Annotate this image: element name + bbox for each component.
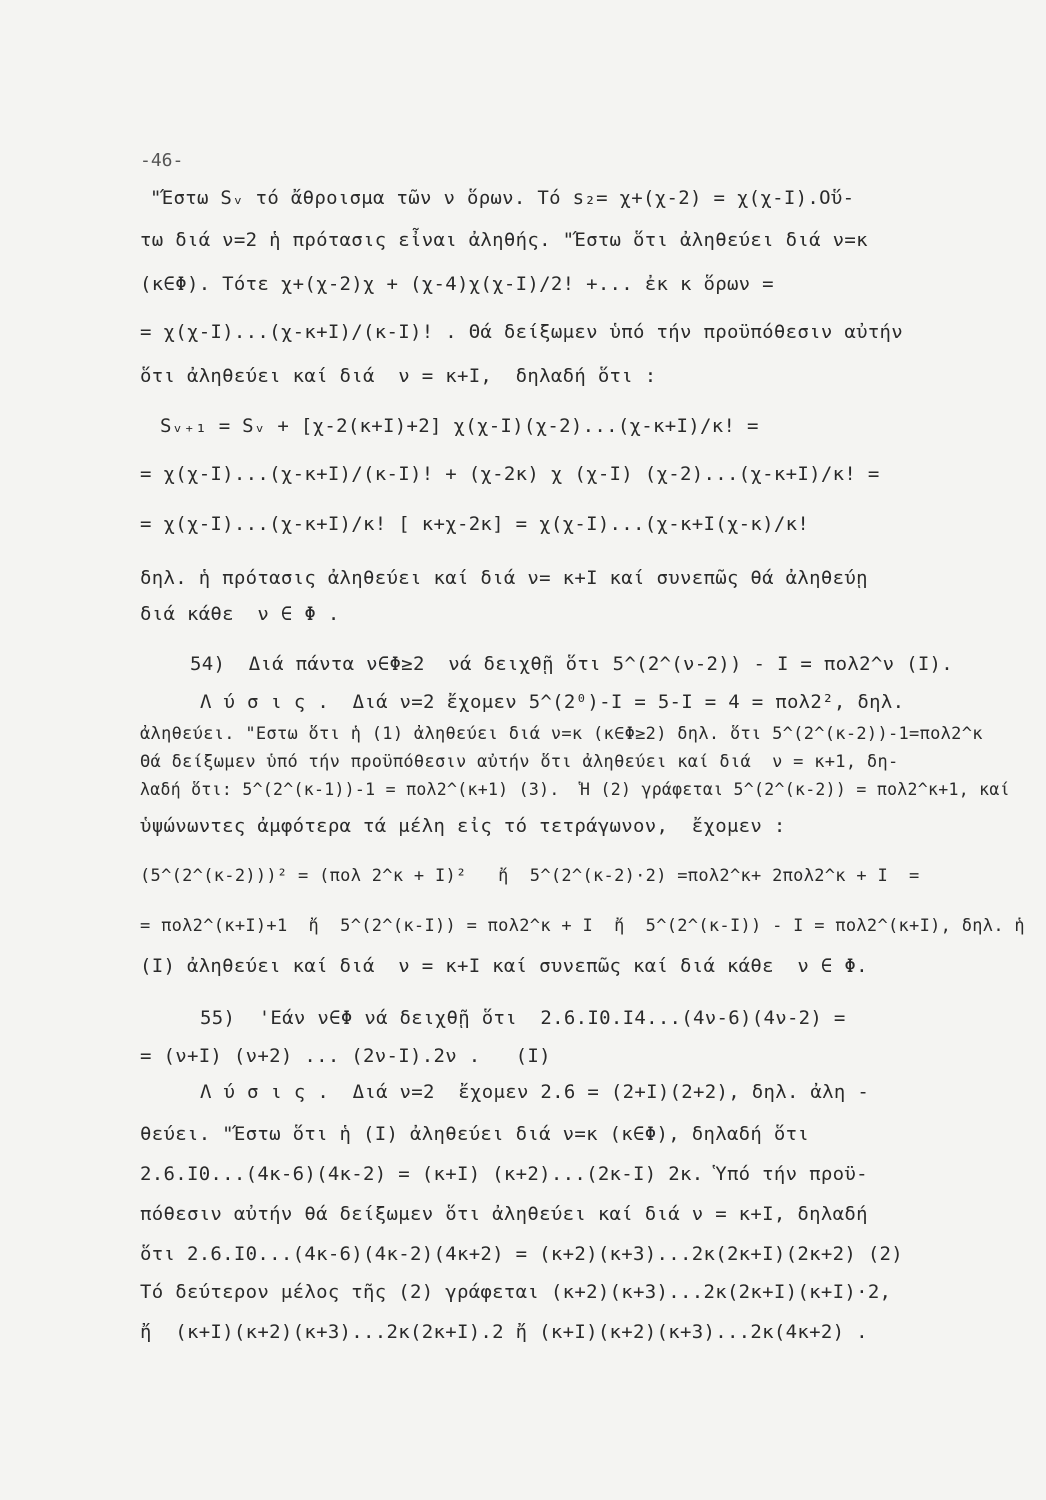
problem-55-heading: 55) 'Εάν ν∈Φ νά δειχθῇ ὅτι 2.6.Ι0.Ι4...(4ν-6)(4ν-2) = [200, 1007, 846, 1029]
solution-heading: Λ ύ σ ι ς . Διά ν=2 ἔχομεν 2.6 = (2+Ι)(2+2), δηλ. ἀλη - [200, 1081, 870, 1103]
text-line: ὅτι ἀληθεύει καί διά ν = κ+Ι, δηλαδή ὅτι : [140, 365, 657, 387]
solution-heading: Λ ύ σ ι ς . Διά ν=2 ἔχομεν 5^(2⁰)-Ι = 5-Ι = 4 = πολ2², δηλ. [200, 691, 905, 713]
text-line: ὑψώνωντες ἀμφότερα τά μέλη εἰς τό τετράγωνον, ἔχομεν : [140, 815, 786, 837]
handwritten-line: λαδή ὅτι: 5^(2^(κ-1))-1 = πολ2^(κ+1) (3). Ἡ (2) γράφεται 5^(2^(κ-2)) = πολ2^κ+1, καί [140, 780, 1010, 799]
text-line: (Ι) ἀληθεύει καί διά ν = κ+Ι καί συνεπῶς καί διά κάθε ν ∈ Φ. [140, 955, 868, 977]
text-line: "Έστω Sᵥ τό ἄθροισμα τῶν ν ὅρων. Τό s₂= χ+(χ-2) = χ(χ-Ι).Οὕ- [150, 187, 855, 209]
text-line: = χ(χ-Ι)...(χ-κ+Ι)/(κ-Ι)! . Θά δείξωμεν ὑπό τήν προϋπόθεσιν αὐτήν [140, 321, 904, 343]
text-line: (κ∈Φ). Τότε χ+(χ-2)χ + (χ-4)χ(χ-Ι)/2! +... ἐκ κ ὅρων = [140, 273, 774, 295]
handwritten-line: ἀληθεύει. "Εστω ὅτι ἡ (1) ἀληθεύει διά ν=κ (κ∈Φ≥2) δηλ. ὅτι 5^(2^(κ-2))-1=πολ2^κ [140, 724, 983, 744]
equation-line: Sᵥ₊₁ = Sᵥ + [χ-2(κ+Ι)+2] χ(χ-Ι)(χ-2)...(χ-κ+Ι)/κ! = [160, 415, 759, 437]
equation-line: = χ(χ-Ι)...(χ-κ+Ι)/κ! [ κ+χ-2κ] = χ(χ-Ι)...(χ-κ+Ι(χ-κ)/κ! [140, 513, 810, 535]
text-line: Τό δεύτερον μέλος τῆς (2) γράφεται (κ+2)(κ+3)...2κ(2κ+Ι)(κ+Ι)·2, [140, 1281, 892, 1303]
text-line: τω διά ν=2 ἡ πρότασις εἶναι ἀληθής. "Έστω ὅτι ἀληθεύει διά ν=κ [140, 229, 868, 251]
equation-line: = (ν+Ι) (ν+2) ... (2ν-Ι).2ν . (Ι) [140, 1045, 551, 1067]
text-line: 2.6.Ι0...(4κ-6)(4κ-2) = (κ+Ι) (κ+2)...(2κ-Ι) 2κ. Ὑπό τήν προϋ- [140, 1163, 868, 1185]
equation-line: = πολ2^(κ+Ι)+1 ἤ 5^(2^(κ-Ι)) = πολ2^κ + Ι ἤ 5^(2^(κ-Ι)) - Ι = πολ2^(κ+Ι), δηλ. ἡ [140, 916, 1025, 936]
equation-line: = χ(χ-Ι)...(χ-κ+Ι)/(κ-Ι)! + (χ-2κ) χ (χ-Ι) (χ-2)...(χ-κ+Ι)/κ! = [140, 463, 880, 485]
problem-54-heading: 54) Διά πάντα ν∈Φ≥2 νά δειχθῇ ὅτι 5^(2^(ν-2)) - Ι = πολ2^ν (Ι). [190, 653, 954, 675]
text-line: διά κάθε ν ∈ Φ . [140, 603, 340, 625]
text-line: πόθεσιν αὐτήν θά δείξωμεν ὅτι ἀληθεύει καί διά ν = κ+Ι, δηλαδή [140, 1203, 868, 1225]
text-line: ὅτι 2.6.Ι0...(4κ-6)(4κ-2)(4κ+2) = (κ+2)(κ+3)...2κ(2κ+Ι)(2κ+2) (2) [140, 1243, 904, 1265]
text-line: θεύει. "Έστω ὅτι ἡ (Ι) ἀληθεύει διά ν=κ (κ∈Φ), δηλαδή ὅτι [140, 1123, 810, 1145]
page-number: -46- [140, 150, 184, 171]
equation-line: (5^(2^(κ-2)))² = (πολ 2^κ + Ι)² ἤ 5^(2^(κ-2)·2) =πολ2^κ+ 2πολ2^κ + Ι = [140, 866, 920, 886]
text-line: ἤ (κ+Ι)(κ+2)(κ+3)...2κ(2κ+Ι).2 ἤ (κ+Ι)(κ+2)(κ+3)...2κ(4κ+2) . [140, 1321, 868, 1343]
handwritten-line: Θά δείξωμεν ὑπό τήν προϋπόθεσιν αὐτήν ὅτι ἀληθεύει καί διά ν = κ+1, δη- [140, 752, 899, 772]
text-line: δηλ. ἡ πρότασις ἀληθεύει καί διά ν= κ+Ι καί συνεπῶς θά ἀληθεύῃ [140, 567, 868, 589]
